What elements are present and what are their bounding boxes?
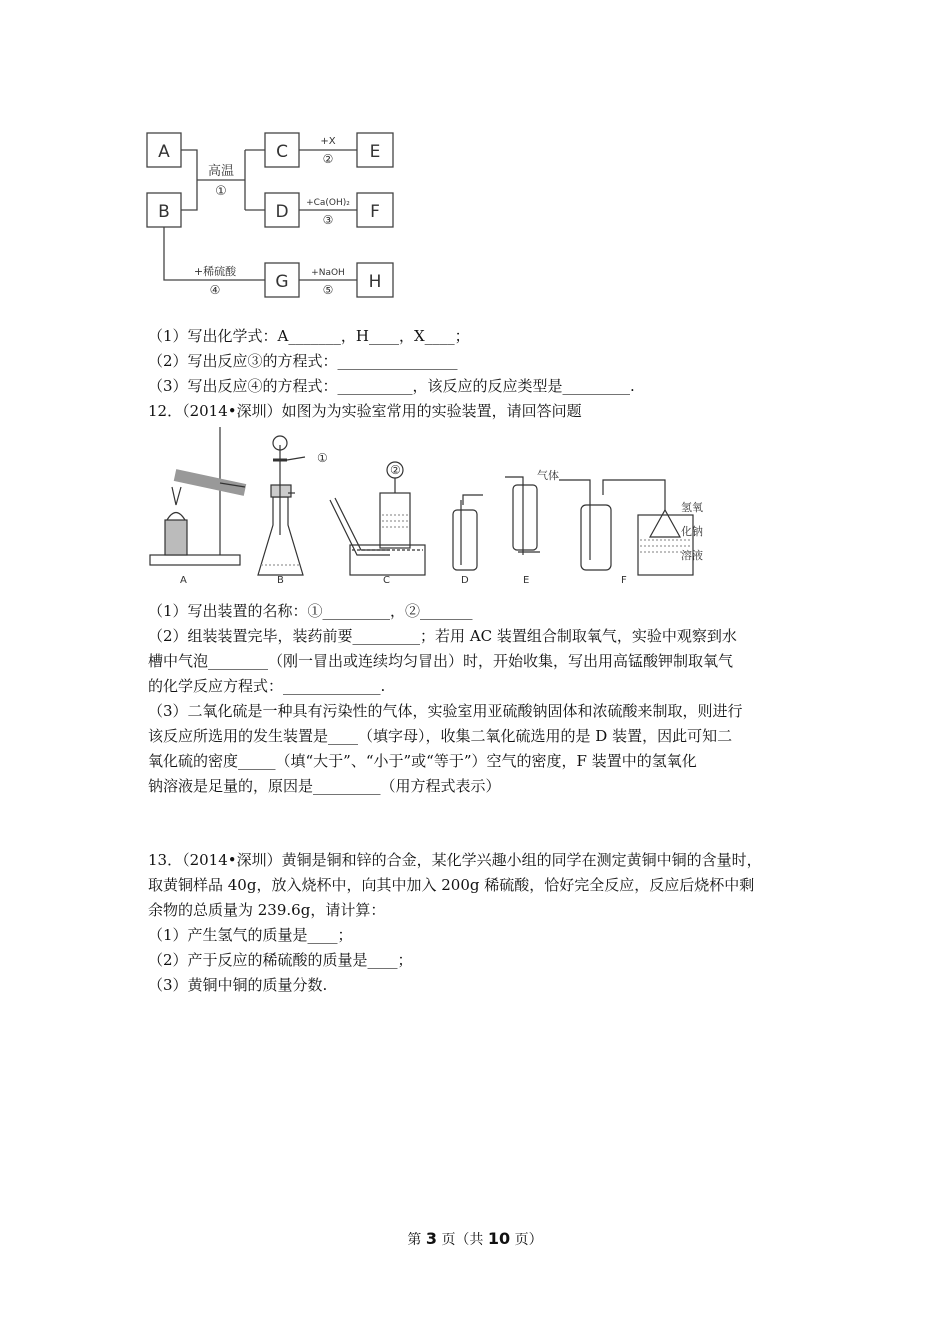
- q13-line-5: （2）产于反应的稀硫酸的质量是____；: [148, 951, 413, 969]
- label-f: F: [370, 202, 380, 222]
- q13-line-2: 取黄铜样品 40g，放入烧杯中，向其中加入 200g 稀硫酸，恰好完全反应，反应后烧杯中剩: [148, 876, 755, 894]
- stand-base-a: [150, 555, 240, 565]
- footer-mid: 页（共: [441, 1232, 484, 1248]
- q12-line-7: 氧化硫的密度_____（填“大于”、“小于”或“等于”）空气的密度，F 装置中的氢氧化: [148, 752, 697, 770]
- gas-label: 气体: [537, 469, 559, 482]
- q11-line-1: （1）写出化学式：A_______，H____，X____；: [148, 327, 470, 345]
- mark-2: ②: [390, 463, 401, 477]
- step-5: ⑤: [322, 283, 334, 297]
- step-4: ④: [209, 283, 221, 297]
- reagent-x: +X: [320, 136, 336, 147]
- condition-high-temp: 高温: [207, 164, 235, 179]
- q12-line-4: 的化学反应方程式：_____________.: [148, 677, 386, 695]
- reagent-caoh2: +Ca(OH)₂: [306, 198, 350, 208]
- lab-apparatus: [145, 425, 705, 595]
- solution-label-2: 化钠: [681, 525, 703, 538]
- q12-title: 12．（2014•深圳）如图为为实验室常用的实验装置，请回答问题: [148, 402, 582, 420]
- q13-line-4: （1）产生氢气的质量是____；: [148, 926, 353, 944]
- q12-line-6: 该反应所选用的发生装置是____（填字母），收集二氧化硫选用的是 D 装置，因此可知二: [148, 727, 733, 745]
- footer-suffix: 页）: [514, 1232, 543, 1248]
- step-2: ②: [322, 152, 334, 166]
- solution-label-1: 氢氧: [681, 501, 703, 514]
- q12-line-8: 钠溶液是足量的，原因是_________（用方程式表示）: [148, 777, 501, 795]
- apparatus-label-e: E: [523, 575, 530, 586]
- apparatus-label-a: A: [180, 575, 187, 586]
- label-h: H: [368, 272, 382, 292]
- reagent-dilute-acid: +稀硫酸: [193, 265, 237, 278]
- footer-total-pages: 10: [487, 1229, 511, 1248]
- page-footer: [0, 1229, 950, 1249]
- label-e: E: [369, 142, 381, 162]
- apparatus-label-b: B: [277, 575, 284, 586]
- q12-line-2: （2）组装装置完毕，装药前要_________；若用 AC 装置组合制取氧气，实验中观察到水: [148, 627, 737, 645]
- apparatus-label-f: F: [621, 575, 627, 586]
- q13-line-3: 余物的总质量为 239.6g，请计算：: [148, 901, 386, 919]
- reaction-flowchart: [145, 125, 400, 305]
- solution-label-3: 溶液: [681, 549, 703, 562]
- q12-line-5: （3）二氧化硫是一种具有污染性的气体，实验室用亚硫酸钠固体和浓硫酸来制取，则进行: [148, 702, 743, 720]
- label-a: A: [158, 142, 170, 162]
- q12-line-1: （1）写出装置的名称：①_________，②_______: [148, 602, 473, 620]
- q11-line-2: （2）写出反应③的方程式：________________: [148, 352, 458, 370]
- step-1: ①: [215, 184, 227, 199]
- label-g: G: [275, 272, 289, 292]
- step-3: ③: [322, 213, 334, 227]
- label-b: B: [158, 202, 170, 222]
- reagent-naoh: +NaOH: [311, 268, 345, 278]
- apparatus-label-c: C: [383, 575, 390, 586]
- label-c: C: [276, 142, 288, 162]
- q11-line-3: （3）写出反应④的方程式：__________，该反应的反应类型是_________.: [148, 377, 635, 395]
- q13-line-6: （3）黄铜中铜的质量分数.: [148, 976, 328, 994]
- footer-prefix: 第: [407, 1232, 422, 1248]
- q12-line-3: 槽中气泡________（刚一冒出或连续均匀冒出）时，开始收集，写出用高锰酸钾制取氧气: [148, 652, 734, 670]
- footer-page-number: 3: [425, 1229, 437, 1248]
- label-d: D: [275, 202, 289, 222]
- apparatus-label-d: D: [461, 575, 469, 586]
- mark-1: ①: [317, 451, 328, 465]
- q13-line-1: 13．（2014•深圳）黄铜是铜和锌的合金，某化学兴趣小组的同学在测定黄铜中铜的含量时，: [148, 851, 762, 869]
